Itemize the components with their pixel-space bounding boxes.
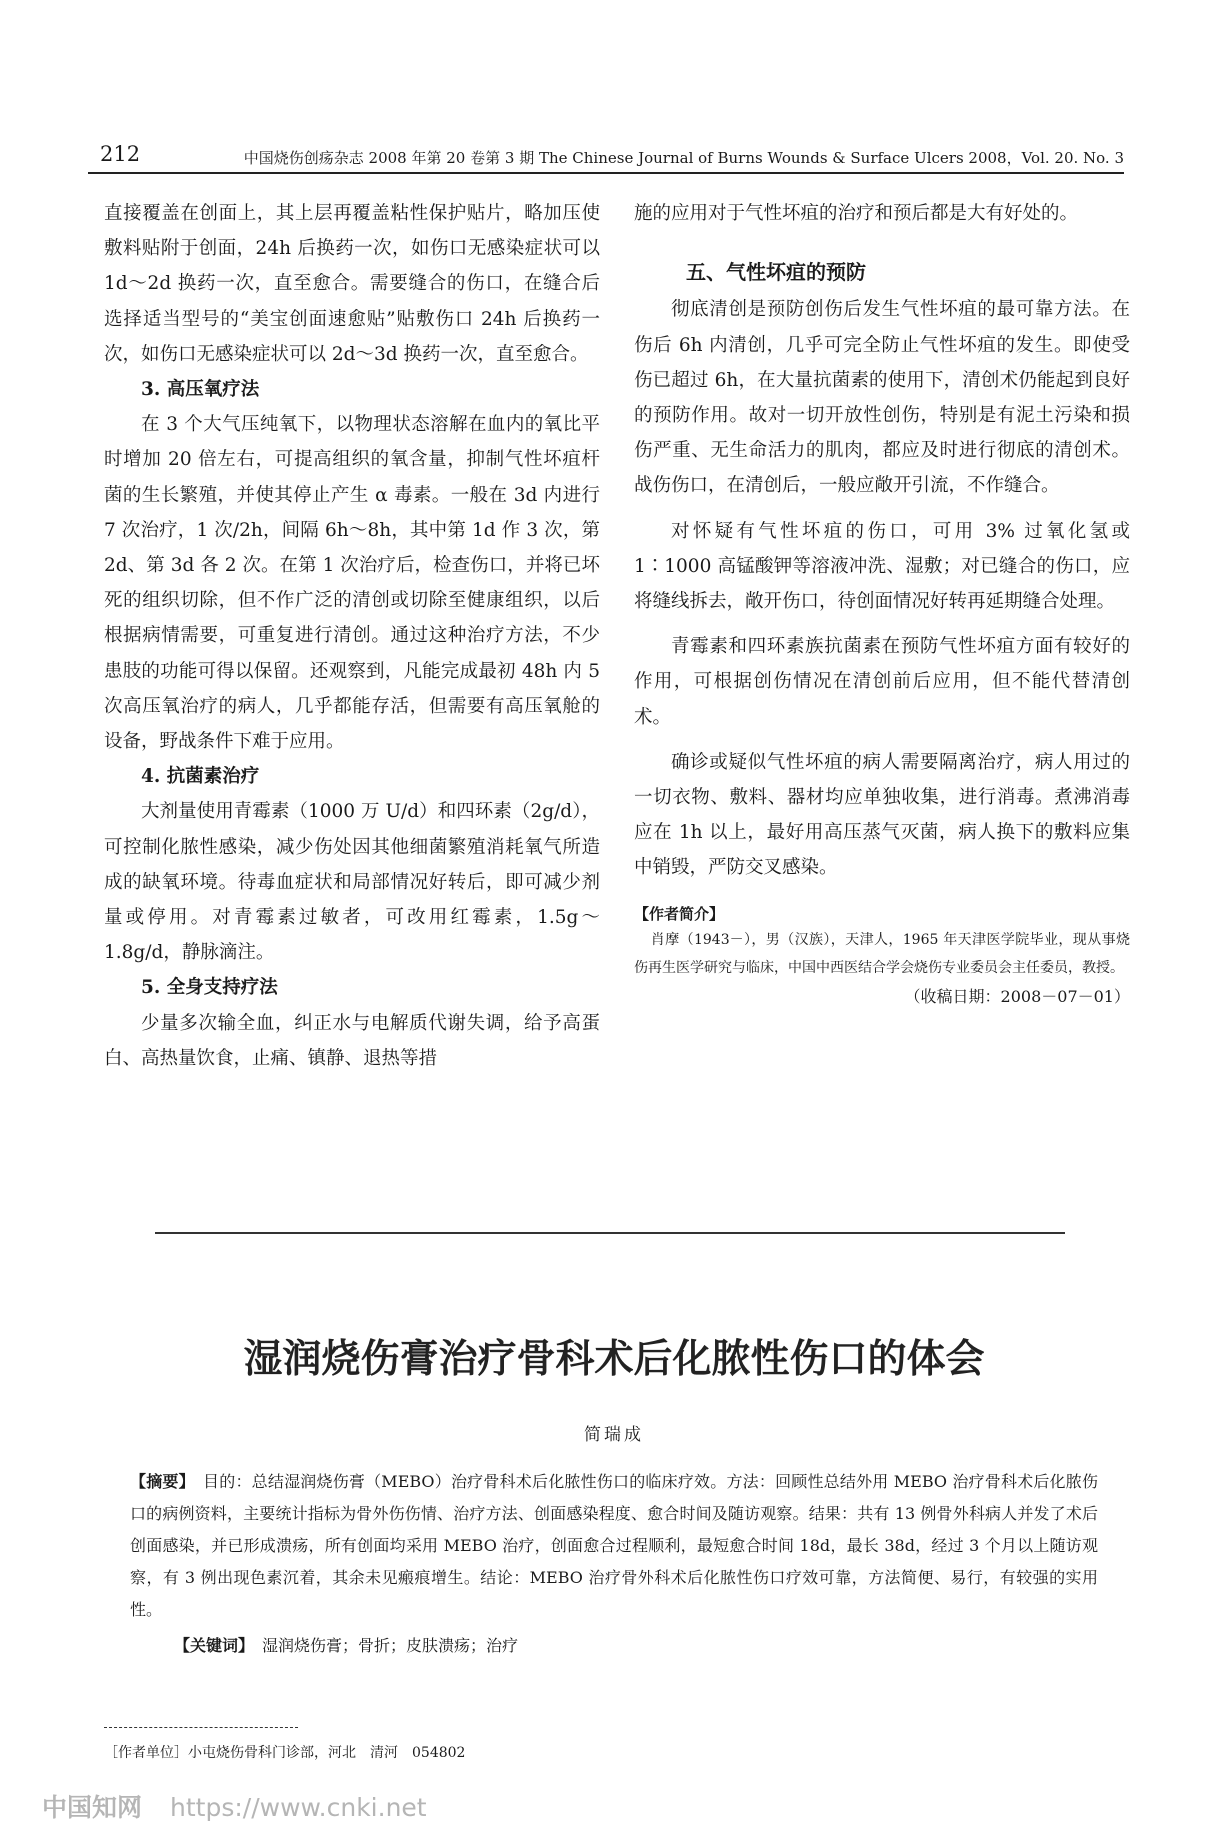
subsection-heading: 4. 抗菌素治疗 xyxy=(141,766,260,788)
cnki-url: https://www.cnki.net xyxy=(170,1793,427,1822)
cnki-logo: 中国知网 xyxy=(42,1793,143,1822)
received-date: （收稿日期：2008－07－01） xyxy=(904,986,1130,1006)
abstract xyxy=(130,1466,1098,1626)
subsection-heading: 3. 高压氧疗法 xyxy=(141,379,260,401)
section-heading: 五、气性坏疽的预防 xyxy=(686,260,866,285)
body-paragraph: 在 3 个大气压纯氧下，以物理状态溶解在血内的氧比平时增加 20 倍左右，可提高组织的氧含量，抑制气性坏疽杆菌的生长繁殖，并使其停止产生 α 毒素。一般在 3d 内进行 7 次治疗，1 次/2h，间隔 6h～8h，其中第 1d 作 3 次，第 2d、第 3d 各 2 次。在第 1 次治疗后，检查伤口，并将已坏死的组织切除，但不作广泛的清创或切除至健康组织，以后根据病情需要，可重复进行清创。通过这种治疗方法，不少患肢的功能可得以保留。还观察到，凡能完成最初 48h 内 5 次高压氧治疗的病人，几乎都能存活，但需要有高压氧舱的设备，野战条件下难于应用。 xyxy=(104,414,600,753)
page-number: 212 xyxy=(100,142,141,166)
abstract-text: 目的：总结湿润烧伤膏（MEBO）治疗骨科术后化脓性伤口的临床疗效。方法：回顾性总结外用 MEBO 治疗骨科术后化脓伤口的病例资料，主要统计指标为骨外伤伤情、治疗方法、创面感染程度、愈合时间及随访观察。结果：共有 13 例骨外科病人并发了术后创面感染，并已形成溃疡，所有创面均采用 MEBO 治疗，创面愈合过程顺利，最短愈合时间 18d，最长 38d，经过 3 个月以上随访观察，有 3 例出现色素沉着，其余未见瘢痕增生。结论：MEBO 治疗骨外科术后化脓性伤口疗效可靠，方法简便、易行，有较强的实用性。 xyxy=(130,1472,1098,1619)
right-column xyxy=(634,196,1130,1012)
abstract-block xyxy=(130,1466,1098,1662)
body-paragraph: 彻底清创是预防创伤后发生气性坏疽的最可靠方法。在伤后 6h 内清创，几乎可完全防止气性坏疽的发生。即使受伤已超过 6h，在大量抗菌素的使用下，清创术仍能起到良好的预防作用。故对一切开放性创伤，特别是有泥土污染和损伤严重、无生命活力的肌肉，都应及时进行彻底的清创术。战伤伤口，在清创后，一般应敞开引流，不作缝合。 xyxy=(634,299,1130,497)
keywords-text: 湿润烧伤膏；骨折；皮肤溃疡；治疗 xyxy=(262,1636,519,1655)
author-bio: 肖摩（1943－），男（汉族），天津人，1965 年天津医学院毕业，现从事烧伤再生医学研究与临床，中国中西医结合学会烧伤专业委员会主任委员，教授。 xyxy=(634,931,1130,976)
subsection-heading: 5. 全身支持疗法 xyxy=(141,977,278,999)
article-title: 湿润烧伤膏治疗骨科术后化脓性伤口的体会 xyxy=(243,1337,985,1382)
author-affiliation: ［作者单位］小屯烧伤骨科门诊部，河北 清河 054802 xyxy=(104,1745,466,1761)
body-paragraph: 确诊或疑似气性坏疽的病人需要隔离治疗，病人用过的一切衣物、敷料、器材均应单独收集，进行消毒。煮沸消毒应在 1h 以上，最好用高压蒸气灭菌，病人换下的敷料应集中销毁，严防交叉感染。 xyxy=(634,751,1130,879)
running-header xyxy=(88,142,1124,174)
body-paragraph: 少量多次输全血，纠正水与电解质代谢失调，给予高蛋白、高热量饮食，止痛、镇静、退热等措 xyxy=(104,1012,600,1069)
cnki-watermark xyxy=(42,1788,427,1824)
keywords xyxy=(130,1630,1098,1662)
journal-running-head: 中国烧伤创疡杂志 2008 年第 20 卷第 3 期 The Chinese Journal of Burns Wounds & Surface Ulcers 2008，Vol. 20. No. 3 xyxy=(243,149,1124,167)
footnote-rule xyxy=(104,1727,298,1728)
body-paragraph: 青霉素和四环素族抗菌素在预防气性坏疽方面有较好的作用，可根据创伤情况在清创前后应用，但不能代替清创术。 xyxy=(634,636,1130,728)
author-bio-label: 【作者简介】 xyxy=(634,904,725,923)
article-divider xyxy=(155,1232,1065,1234)
body-paragraph: 施的应用对于气性坏疽的治疗和预后都是大有好处的。 xyxy=(634,203,1079,224)
article-author: 简瑞成 xyxy=(584,1425,644,1445)
keywords-label: 【关键词】 xyxy=(174,1636,247,1655)
abstract-label: 【摘要】 xyxy=(130,1472,187,1491)
left-column xyxy=(104,196,600,1076)
body-paragraph: 对怀疑有气性坏疽的伤口，可用 3% 过氧化氢或 1∶1000 高锰酸钾等溶液冲洗、湿敷；对已缝合的伤口，应将缝线拆去，敞开伤口，待创面情况好转再延期缝合处理。 xyxy=(634,520,1130,613)
body-paragraph: 直接覆盖在创面上，其上层再覆盖粘性保护贴片，略加压使敷料贴附于创面，24h 后换药一次，如伤口无感染症状可以 1d～2d 换药一次，直至愈合。需要缝合的伤口，在缝合后选择适当型号的“美宝创面速愈贴”贴敷伤口 24h 后换药一次，如伤口无感染症状可以 2d～3d 换药一次，直至愈合。 xyxy=(104,203,600,365)
body-paragraph: 大剂量使用青霉素（1000 万 U/d）和四环素（2g/d），可控制化脓性感染，减少伤处因其他细菌繁殖消耗氧气所造成的缺氧环境。待毒血症状和局部情况好转后，即可减少剂量或停用。对青霉素过敏者，可改用红霉素，1.5g～1.8g/d，静脉滴注。 xyxy=(104,801,600,964)
